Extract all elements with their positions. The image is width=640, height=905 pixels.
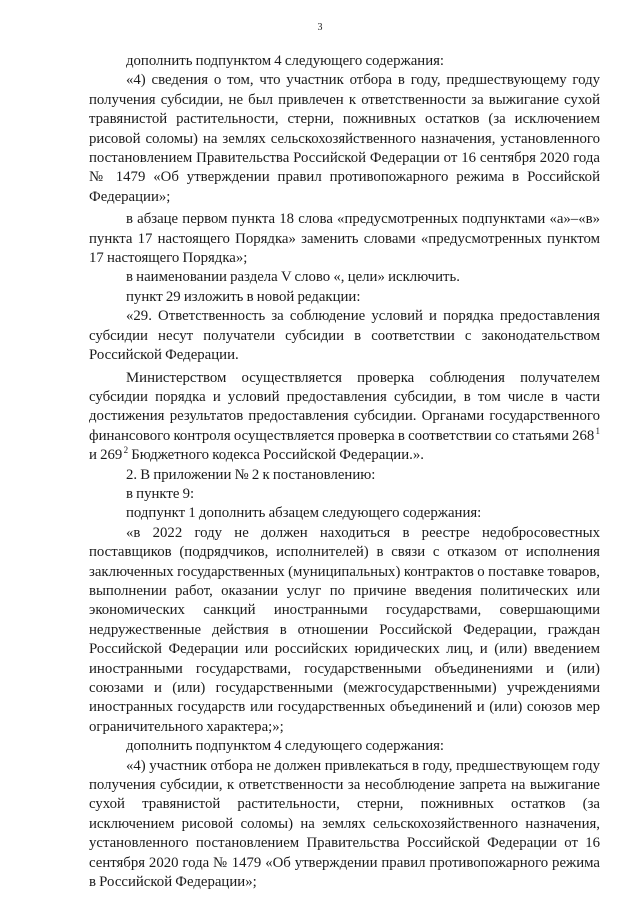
inspection-text: Министерством осуществляется проверка соблюдения получателем субсидии порядка и условий предоставления субсидии, в том числе в части достижения результатов предоставления субсидии. Органами государственного финансового контроля осуществляется проверка в соответствии со статьями 268 [89,369,600,444]
paragraph-add-subpoint-4: дополнить подпунктом 4 следующего содержания: [126,53,445,69]
paragraph-point-29-intro: пункт 29 изложить в новой редакции: [126,288,361,305]
paragraph-subpoint-1-intro: подпункт 1 дополнить абзацем следующего содержания: [126,505,482,522]
paragraph-unfair-suppliers-registry: «в 2022 году не должен находиться в реестре недобросовестных поставщиков (подрядчиков, исполнителей) в связи с отказом от исполнения заключенных государственных (муниципальных) контрактов о поставке товаров, выполнении работ, оказании услуг по причине введения политических или экономических санкций иностранными государствами, совершающими недружественные действия в отношении Российской Федерации, граждан Российской Федерации или российских юридических лиц, и (или) введением иностранными государствами, государственными объединениями и (или) союзами и (или) государственными (межгосударственными) учреждениями иностранных государств или государственных объединений и (или) союзов мер ограничительного характера;»; [89,524,600,735]
paragraph-subpoint-4-second-text: «4) участник отбора не должен привлекаться в году, предшествующем году получения субсидии, к ответственности за несоблюдение запрета на выжигание сухой травянистой растительности, стерни, пожнивных остатков (за исключением рисовой соломы) на землях сельскохозяйственного назначения, установленного постановлением Правительства Российской Федерации от 16 сентября 2020 года № 1479 «Об утверждении правил противопожарного режима в Российской Федерации»; [89,757,600,891]
paragraph-point-18-amendment: в абзаце первом пункта 18 слова «предусмотренных подпунктами «а»–«в» пункта 17 настоящего Порядка» заменить словами «предусмотренных пунктом 17 настоящего Порядка»; [89,211,600,267]
paragraph-subpoint-4-text: «4) сведения о том, что участник отбора в году, предшествующему году получения субсидии, не был привлечен к ответственности за выжигание сухой травянистой растительности, стерни, пожнивных остатков (за исключением рисовой соломы) на землях сельскохозяйственного назначения, установленного постановлением Правительства Российской Федерации от 16 сентября 2020 года № 1479 «Об утверждении правил противопожарного режима в Российской Федерации»; [89,72,600,205]
document-body [89,52,600,892]
paragraph-appendix-2: 2. В приложении № 2 к постановлению: [126,466,376,483]
paragraph-point-9: в пункте 9: [126,485,195,502]
paragraph-point-29-text: «29. Ответственность за соблюдение условий и порядка предоставления субсидии несут получатели субсидии в соответствии с законодательством Российской Федерации. [89,308,600,364]
paragraph-ministry-inspection [89,369,600,466]
paragraph-section-v-title: в наименовании раздела V слово «, цели» исключить. [126,269,460,286]
paragraph-add-subpoint-4-second: дополнить подпунктом 4 следующего содержания: [126,738,445,755]
statute-tail: Бюджетного кодекса Российской Федерации.». [128,447,424,464]
statute-superscript-1: 1 [595,425,600,436]
page-number: 3 [317,22,323,33]
statute-superscript-2: 2 [123,445,129,456]
statute-conjunction: и 269 [89,447,123,464]
